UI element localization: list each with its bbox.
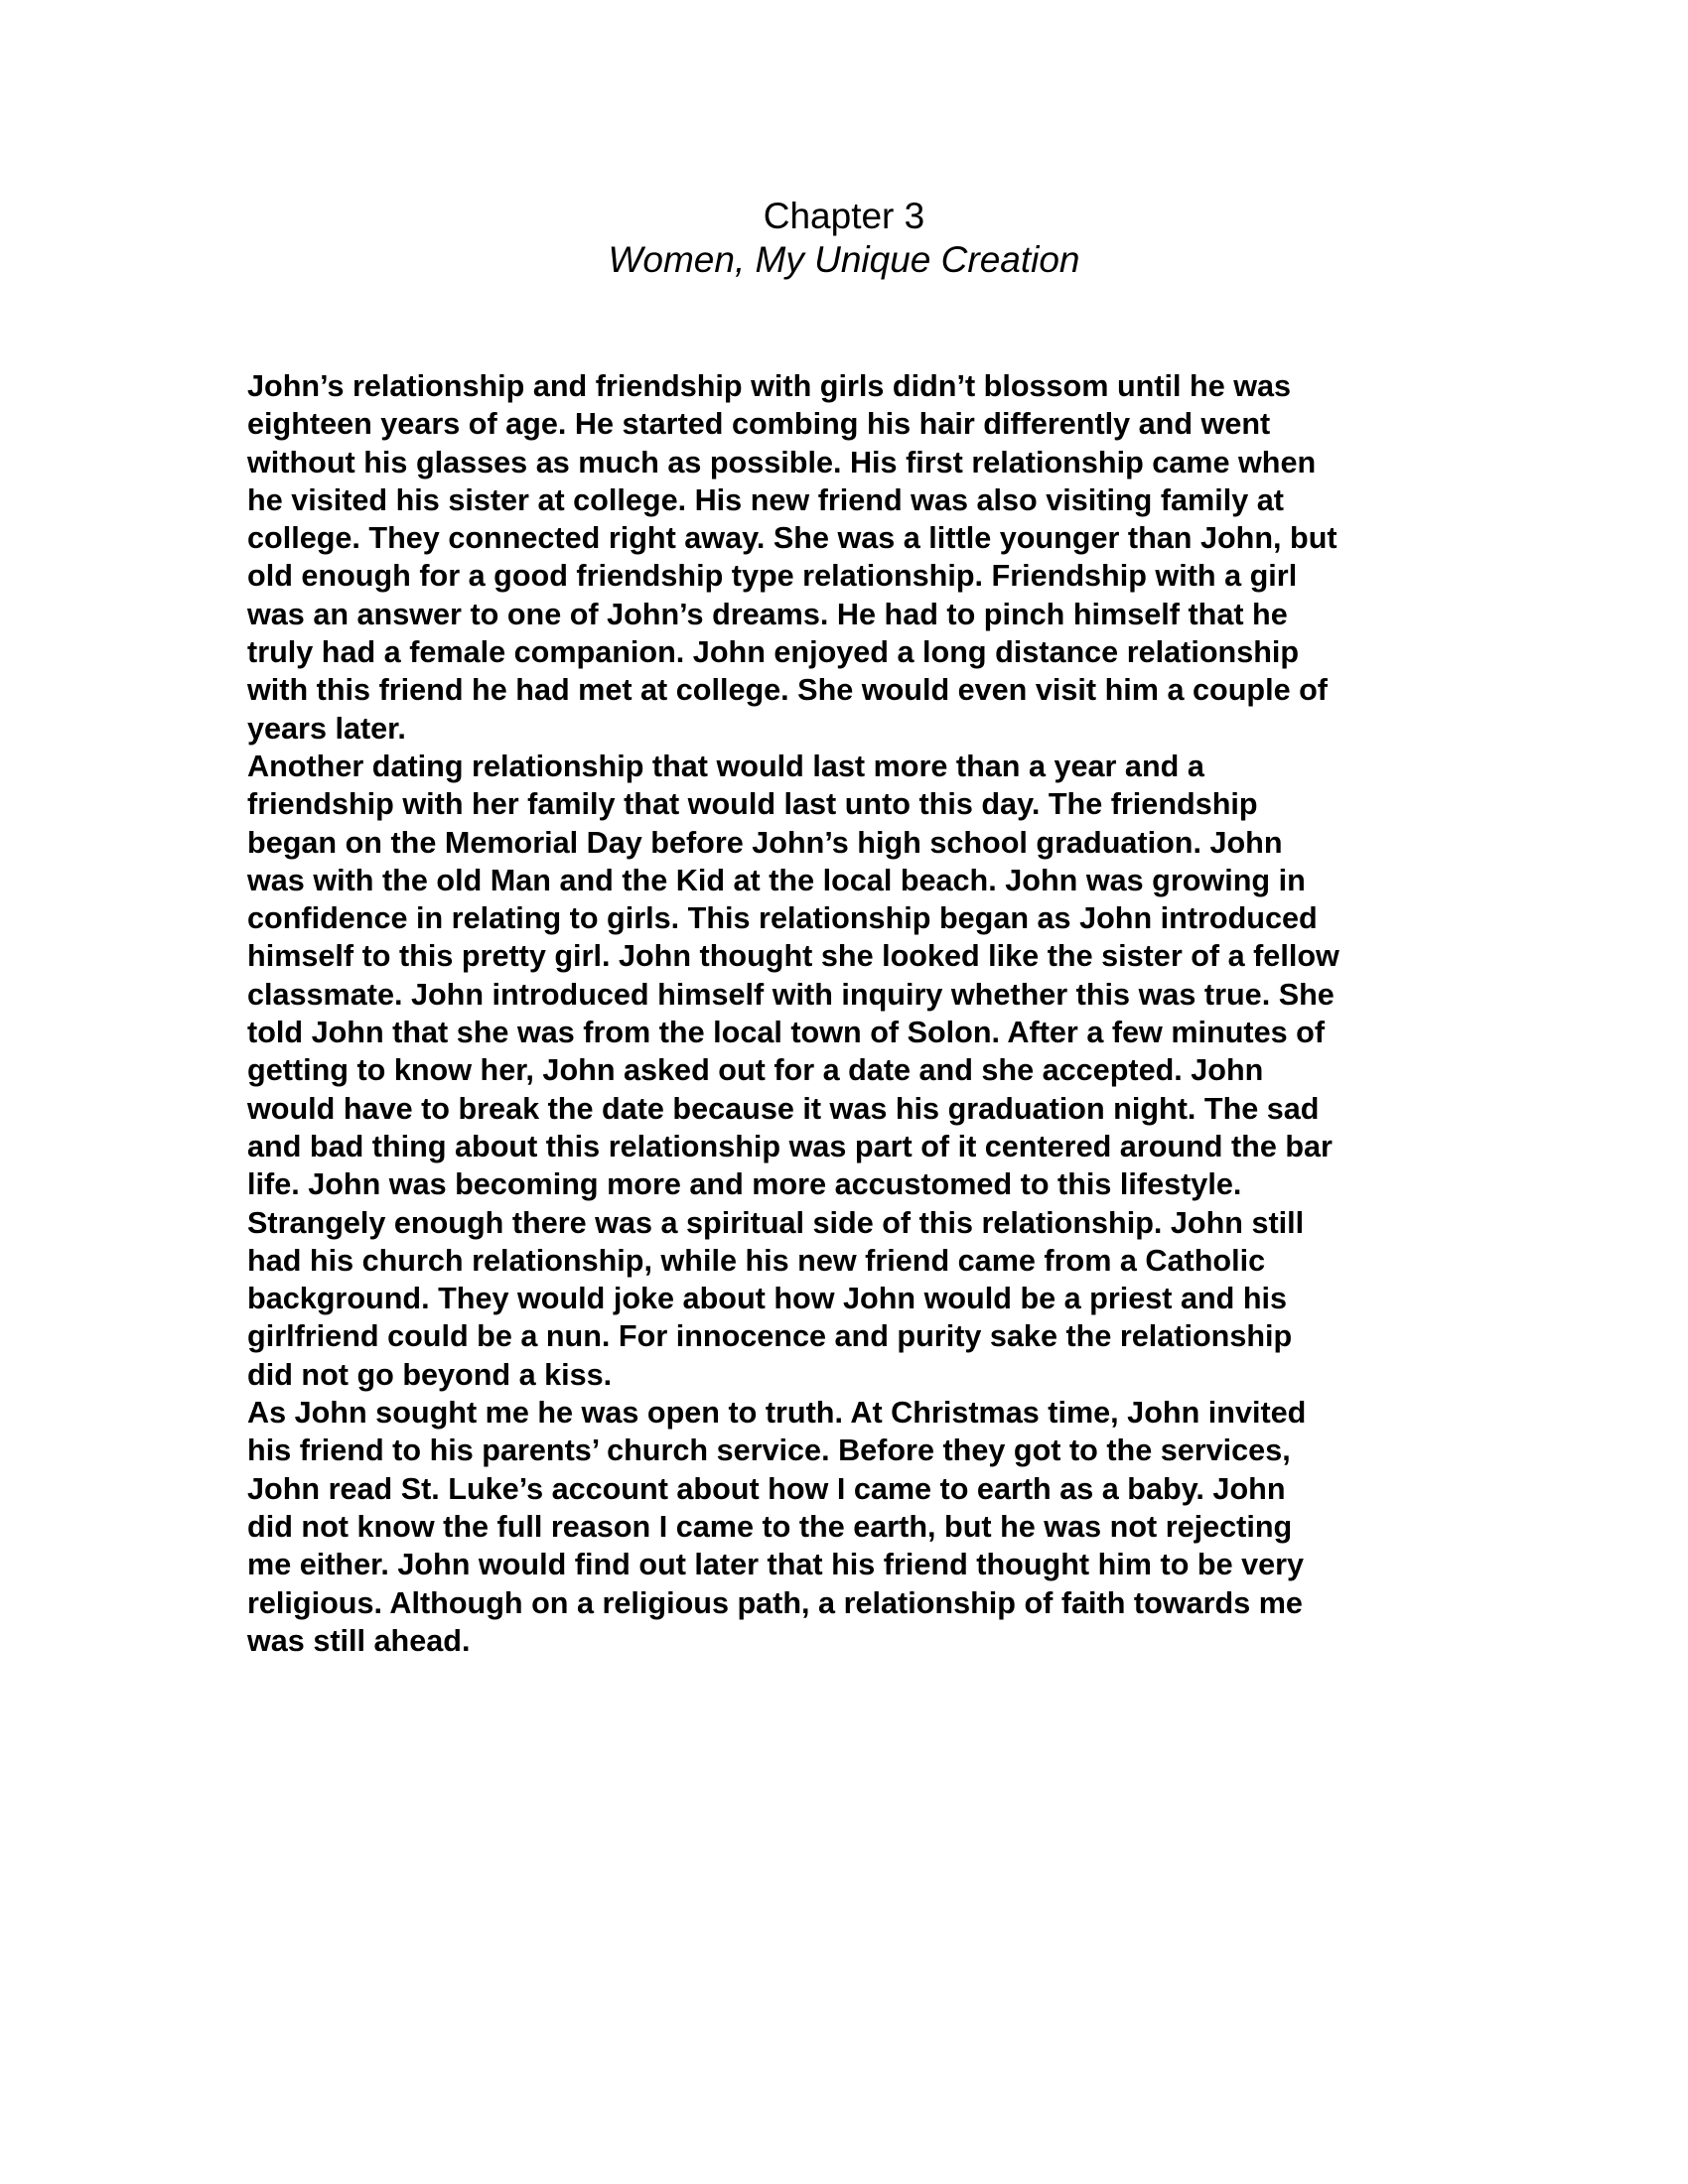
body-line: John’s relationship and friendship with girls didn’t blossom until he was [247,369,1292,403]
body-line: college. They connected right away. She was a little younger than John, but [247,521,1337,556]
body-line: confidence in relating to girls. This relationship began as John introduced [247,901,1318,936]
body-line: eighteen years of age. He started combing his hair differently and went [247,407,1271,442]
body-line: background. They would joke about how John would be a priest and his [247,1282,1288,1316]
body-line: was an answer to one of John’s dreams. He had to pinch himself that he [247,597,1288,631]
body-line: me either. John would find out later that his friend thought him to be very [247,1548,1305,1582]
body-line: Strangely enough there was a spiritual side of this relationship. John still [247,1205,1305,1240]
chapter-heading [0,195,1688,282]
body-line: he visited his sister at college. His new friend was also visiting family at [247,482,1284,517]
body-line: would have to break the date because it was his graduation night. The sad [247,1091,1320,1126]
body-line: John read St. Luke’s account about how I came to earth as a baby. John [247,1471,1286,1506]
body-line: without his glasses as much as possible. His first relationship came when [247,445,1317,479]
body-line: began on the Memorial Day before John’s high school graduation. John [247,825,1283,860]
body-line: told John that she was from the local town of Solon. After a few minutes of [247,1016,1326,1050]
chapter-label: Chapter 3 [763,196,925,236]
body-line: years later. [247,711,406,746]
chapter-subtitle: Women, My Unique Creation [608,239,1080,280]
body-line: himself to this pretty girl. John thought she looked like the sister of a fellow [247,939,1339,974]
body-line: religious. Although on a religious path, a relationship of faith towards me [247,1585,1303,1620]
body-line: did not go beyond a kiss. [247,1357,613,1392]
body-line: had his church relationship, while his new friend came from a Catholic [247,1243,1266,1278]
body-line: getting to know her, John asked out for a date and she accepted. John [247,1053,1264,1088]
body-line: his friend to his parents’ church service. Before they got to the services, [247,1433,1291,1468]
body-line: old enough for a good friendship type relationship. Friendship with a girl [247,559,1298,594]
body-text [247,367,1449,1660]
body-line: and bad thing about this relationship was part of it centered around the bar [247,1129,1333,1163]
body-line: truly had a female companion. John enjoyed a long distance relationship [247,635,1300,670]
body-line: was still ahead. [247,1623,471,1658]
body-line: As John sought me he was open to truth. At Christmas time, John invited [247,1396,1307,1431]
body-line: with this friend he had met at college. She would even visit him a couple of [247,673,1328,708]
body-line: Another dating relationship that would last more than a year and a [247,749,1204,783]
body-line: friendship with her family that would last unto this day. The friendship [247,787,1258,822]
body-line: was with the old Man and the Kid at the local beach. John was growing in [247,863,1306,897]
body-line: classmate. John introduced himself with inquiry whether this was true. She [247,977,1335,1012]
body-line: girlfriend could be a nun. For innocence and purity sake the relationship [247,1319,1293,1354]
body-line: did not know the full reason I came to the earth, but he was not rejecting [247,1509,1293,1544]
body-line: life. John was becoming more and more accustomed to this lifestyle. [247,1167,1242,1202]
